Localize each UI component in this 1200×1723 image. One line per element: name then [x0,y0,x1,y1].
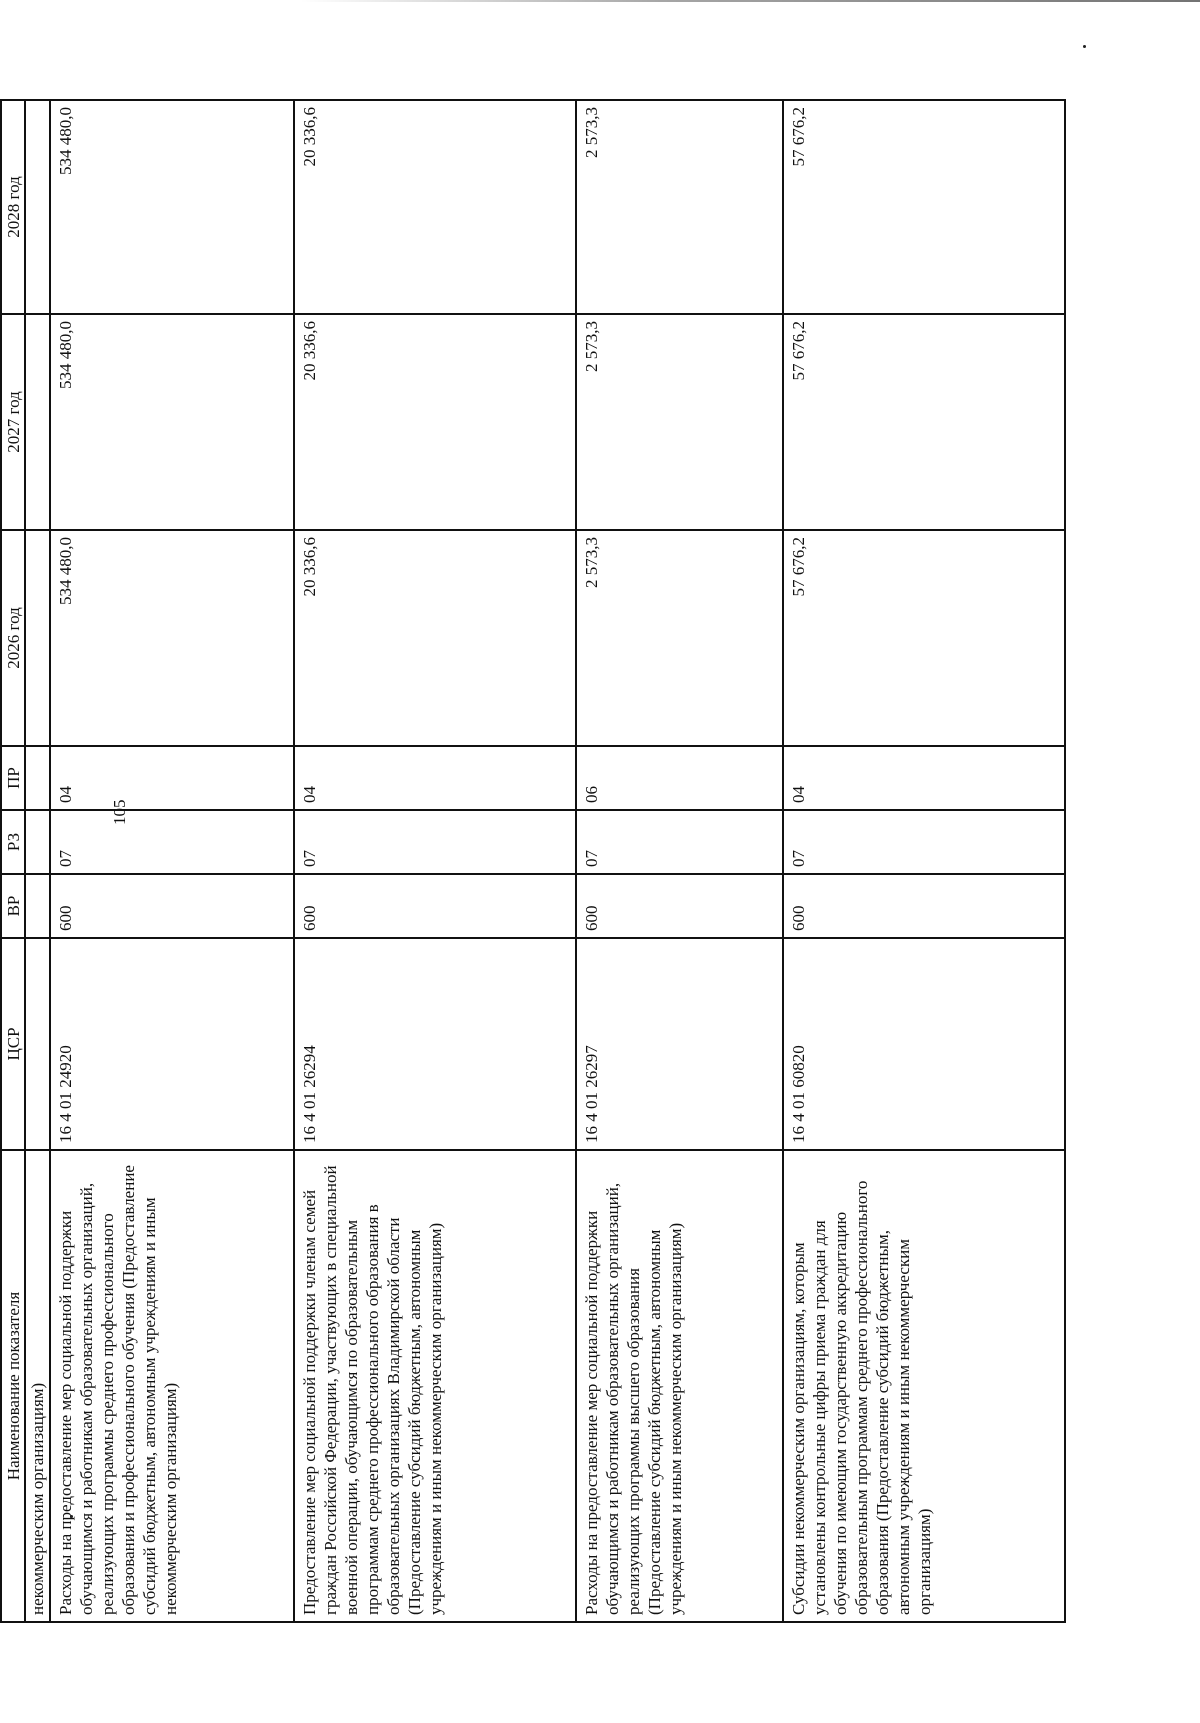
header-row [1,100,25,1622]
row-2027: 2 573,3 [576,314,783,530]
header-name: Наименование показателя [1,1150,25,1622]
row-name: Расходы на предоставление мер социальной поддержки обучающимся и работникам образовательных организаций, реализующих программы высшего образования (Предоставление субсидий бюджетным, автономным учреждениям и иным некоммерческим организациям) [576,1150,783,1622]
row-vr: 600 [50,874,294,938]
row-csr: 16 4 01 26297 [576,938,783,1150]
header-2026: 2026 год [1,530,25,746]
header-rz: РЗ [1,810,25,874]
row-2028: 534 480,0 [50,100,294,314]
header-2027: 2027 год [1,314,25,530]
row-2027: 57 676,2 [783,314,1065,530]
row-2026: 20 336,6 [294,530,576,746]
row-csr: 16 4 01 24920 [50,938,294,1150]
header-csr: ЦСР [1,938,25,1150]
scan-speck [1083,45,1086,48]
row-2026: 57 676,2 [783,530,1065,746]
page-number: 105 [110,799,129,825]
row-rz: 07 [576,810,783,874]
row-2028: 20 336,6 [294,100,576,314]
row-name: Субсидии некоммерческим организациям, которым установлены контрольные цифры приема граждан для обучения по имеющим государственную аккредитацию образовательным программам среднего профессионального образования (Предоставление субсидий бюджетным, автономным учреждениям и иным некоммерческим организациям) [783,1150,1065,1622]
row-pr: 06 [576,746,783,810]
row-2026: 534 480,0 [50,530,294,746]
row-name: Предоставление мер социальной поддержки членам семей граждан Российской Федерации, участвующих в специальной военной операции, обучающимся по образовательным программам среднего профессионального образования в образовательных организациях Владимирской области (Предоставление субсидий бюджетным, автономным учреждениям и иным некоммерческим организациям) [294,1150,576,1622]
row-2027: 20 336,6 [294,314,576,530]
row-2028: 57 676,2 [783,100,1065,314]
row-2027: 534 480,0 [50,314,294,530]
row-pr: 04 [294,746,576,810]
row-vr: 600 [294,874,576,938]
row-vr: 600 [576,874,783,938]
row-rz: 07 [50,810,294,874]
rotated-table-container [0,101,1066,1623]
table-row [294,100,576,1622]
continuation-text: некоммерческим организациям) [25,1150,50,1622]
header-pr: ПР [1,746,25,810]
budget-table [0,99,1066,1623]
row-pr: 04 [783,746,1065,810]
scan-edge-line [300,0,1200,2]
row-rz: 07 [783,810,1065,874]
continuation-row [25,100,50,1622]
row-2028: 2 573,3 [576,100,783,314]
row-csr: 16 4 01 60820 [783,938,1065,1150]
row-vr: 600 [783,874,1065,938]
table-row [783,100,1065,1622]
row-rz: 07 [294,810,576,874]
table-row [50,100,294,1622]
row-2026: 2 573,3 [576,530,783,746]
row-name: Расходы на предоставление мер социальной поддержки обучающимся и работникам образовательных организаций, реализующих программы среднего профессионального образования и профессионального обучения (Предоставление субсидий бюджетным, автономным учреждениям и иным некоммерческим организациям) [50,1150,294,1622]
row-csr: 16 4 01 26294 [294,938,576,1150]
row-pr: 04 [50,746,294,810]
table-row [576,100,783,1622]
header-vr: ВР [1,874,25,938]
header-2028: 2028 год [1,100,25,314]
